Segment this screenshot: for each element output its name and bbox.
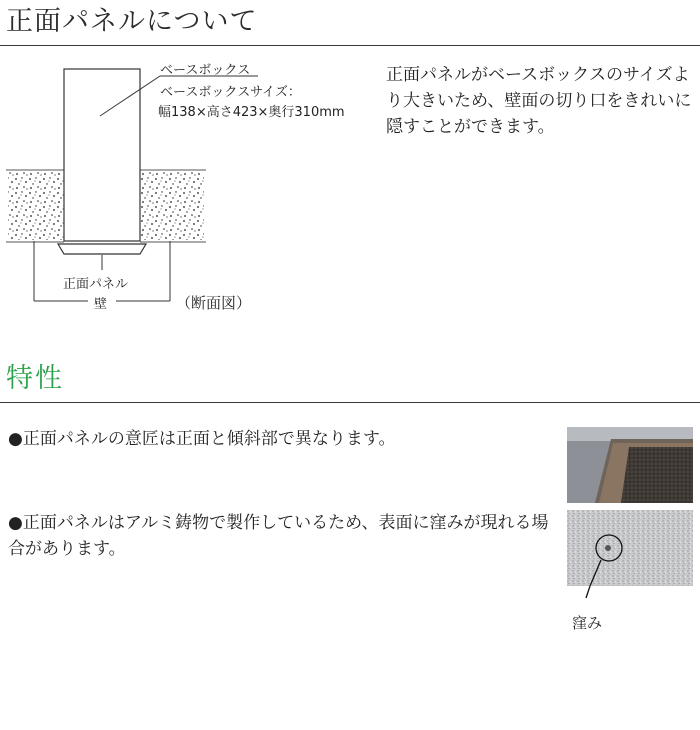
front-panel: [58, 244, 146, 254]
wall-right: [140, 172, 204, 240]
photo-panel-edge: [567, 427, 693, 503]
feature-item-design: ●正面パネルの意匠は正面と傾斜部で異なります。: [8, 429, 396, 449]
base-box: [64, 69, 140, 241]
wall-left: [8, 172, 64, 240]
section-title-front-panel: 正面パネルについて: [6, 6, 258, 37]
features-divider: [0, 402, 700, 403]
label-base-box-size-title: ベースボックスサイズ：: [160, 85, 301, 100]
label-dent: 窪み: [572, 614, 603, 632]
label-base-box-size-value: 幅138×高さ423×奥行310mm: [158, 105, 345, 120]
label-section-view: （断面図）: [176, 294, 252, 312]
section-title-features: 特性: [6, 363, 64, 394]
title-divider: [0, 45, 700, 46]
label-wall: 壁: [94, 297, 108, 312]
label-front-panel: 正面パネル: [63, 277, 129, 292]
label-base-box: ベースボックス: [160, 63, 251, 78]
front-panel-description: 正面パネルがベースボックスのサイズより大きいため、壁面の切り口をきれいに隠すことができます。: [386, 65, 692, 137]
feature-item-dent: ●正面パネルはアルミ鋳物で製作しているため、表面に窪みが現れる場合があります。: [8, 513, 549, 559]
photo-surface-dent: [567, 510, 693, 586]
